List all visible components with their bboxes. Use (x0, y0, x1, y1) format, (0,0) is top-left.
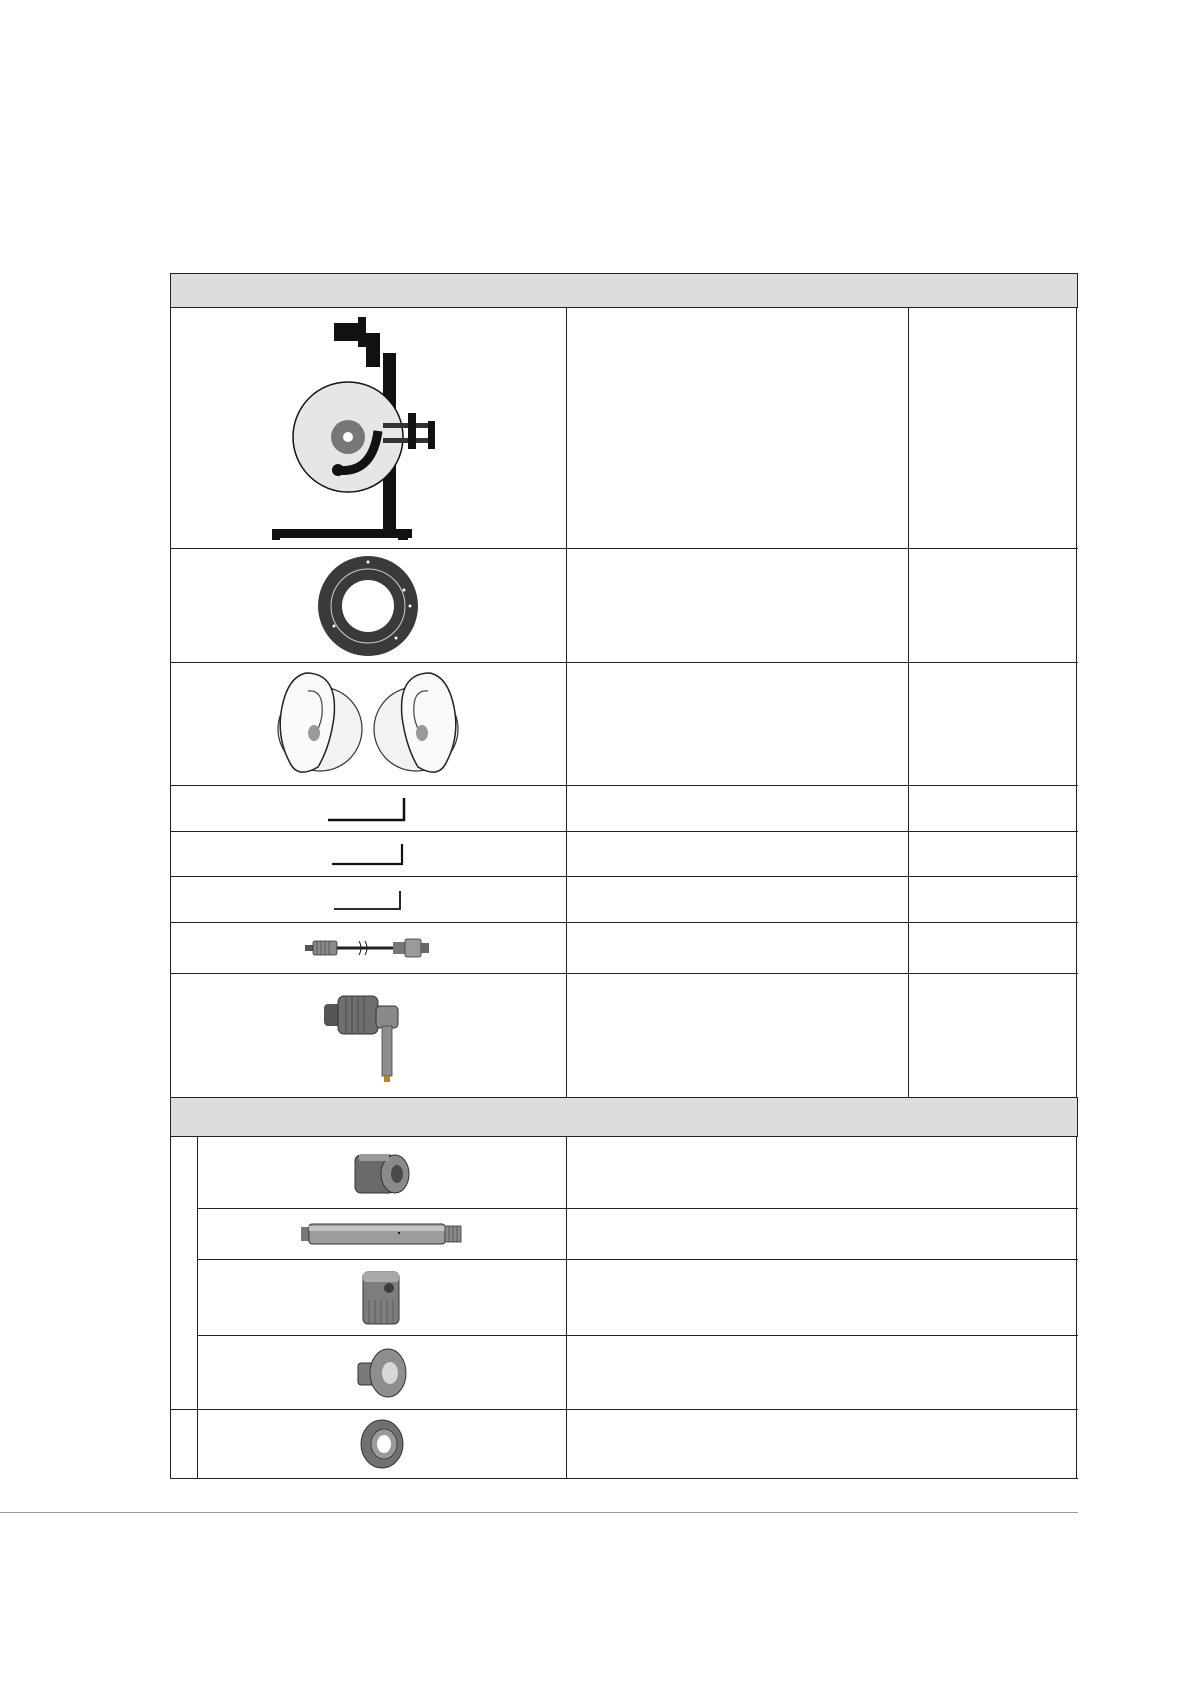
item-row-1-image (170, 308, 566, 548)
clamp-block-icon (357, 1268, 407, 1328)
item-row-8-image (170, 974, 566, 1097)
item-row-2-description (567, 549, 908, 662)
item-row-6-quantity (909, 877, 1076, 922)
item-row-2-quantity (909, 549, 1076, 662)
item-row-3-image (170, 663, 566, 785)
item-row-3-quantity (909, 663, 1076, 785)
accessory-row-2-description (567, 1209, 1076, 1259)
bnc-cable-icon (303, 933, 433, 963)
item-row-4-quantity (909, 786, 1076, 831)
hex-key-icon (326, 794, 410, 824)
item-row-4-description (567, 786, 908, 831)
item-row-6-description (567, 877, 908, 922)
flanged-adapter-icon (354, 1345, 410, 1401)
item-row-8-description (567, 974, 908, 1097)
accessory-row-1-image (198, 1137, 566, 1208)
item-row-7-image (170, 923, 566, 973)
extension-rod-icon (299, 1220, 465, 1248)
accessory-row-2-image (198, 1209, 566, 1259)
section-header-2 (170, 1097, 1078, 1137)
turntable-stand-icon (268, 313, 468, 543)
item-row-6-image (170, 877, 566, 922)
footer-divider (0, 1512, 1078, 1513)
table-right-border (1076, 307, 1077, 1097)
table-right-border (1076, 1136, 1077, 1479)
item-row-3-description (567, 663, 908, 785)
table-bottom-border (170, 1478, 1078, 1479)
microphone-arm-icon (318, 986, 418, 1086)
accessory-row-3-image (198, 1260, 566, 1335)
accessory-row-4-description (567, 1336, 1076, 1409)
item-row-4-image (170, 786, 566, 831)
accessory-row-4-image (198, 1336, 566, 1409)
section-header-1 (170, 273, 1078, 308)
knurled-ring-icon (357, 1417, 407, 1471)
accessory-row-5-description (567, 1410, 1076, 1478)
item-row-7-quantity (909, 923, 1076, 973)
item-row-1-quantity (909, 308, 1076, 548)
item-row-2-image (170, 549, 566, 662)
parts-table (170, 273, 1078, 1479)
item-row-5-image (170, 832, 566, 876)
item-row-5-quantity (909, 832, 1076, 876)
item-row-1-description (567, 308, 908, 548)
table-left-border (170, 1136, 171, 1479)
knurled-cap-icon (351, 1147, 413, 1199)
accessory-row-3-description (567, 1260, 1076, 1335)
hex-key-icon (330, 840, 406, 868)
item-row-8-quantity (909, 974, 1076, 1097)
accessory-row-5-image (198, 1410, 566, 1478)
item-row-5-description (567, 832, 908, 876)
accessory-row-1-description (567, 1137, 1076, 1208)
hex-key-icon (332, 887, 404, 913)
ear-simulator-pair-icon (268, 667, 468, 781)
ring-plate-icon (316, 554, 420, 658)
item-row-7-description (567, 923, 908, 973)
